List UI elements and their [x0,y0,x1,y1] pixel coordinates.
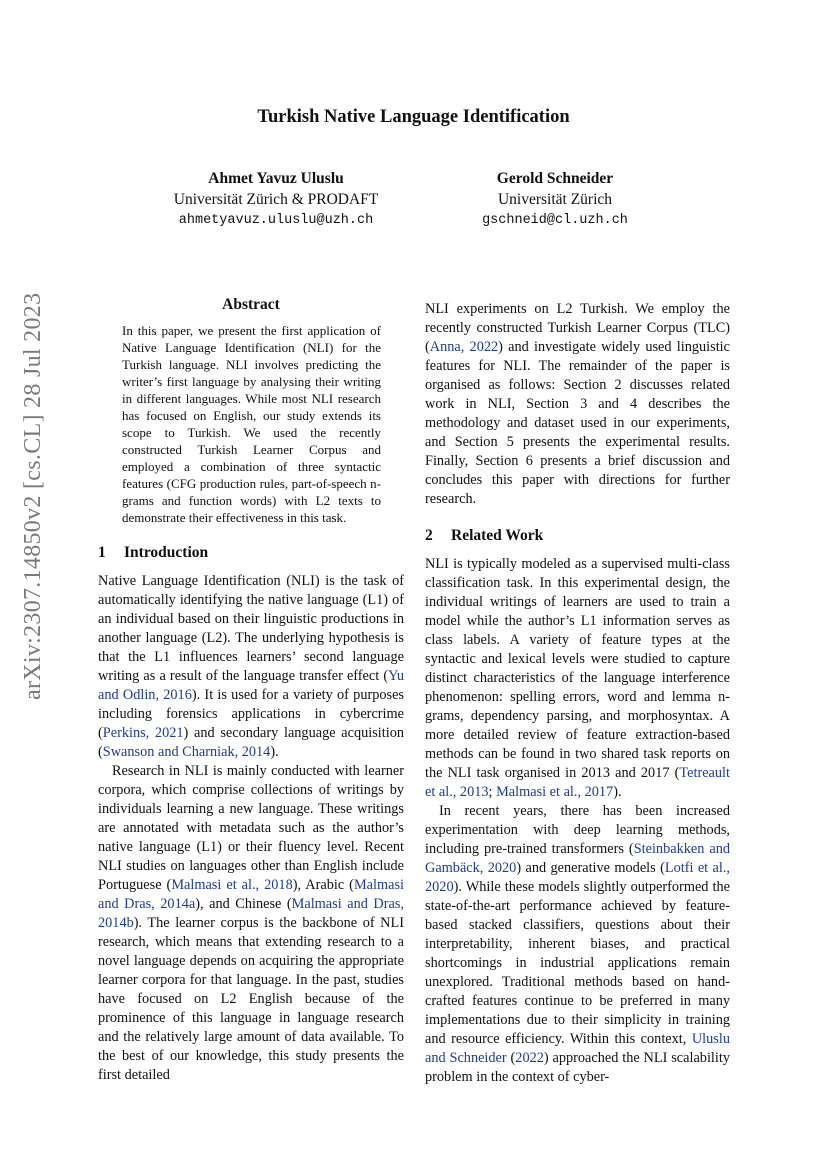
section-number: 2 [425,527,433,544]
section-number: 1 [98,544,106,561]
citation-link[interactable]: Malmasi and Dras, 2014a [98,877,404,912]
citation-link[interactable]: Tetreault et al., 2013 [425,765,730,800]
author-email: gschneid@cl.uzh.ch [482,213,628,228]
citation-link[interactable]: Yu and Odlin, 2016 [98,668,404,703]
left-column [98,296,404,1085]
citation-link[interactable]: Uluslu and Schneider [425,1031,730,1066]
right-column [425,296,730,1087]
section-heading-introduction [98,544,404,562]
citation-link[interactable]: Malmasi et al., 2017 [496,784,614,800]
author-block-2 [470,168,640,231]
citation-link[interactable]: Anna, 2022 [429,339,499,355]
citation-link[interactable]: Malmasi et al., 2018 [171,877,293,893]
abstract-text: In this paper, we present the first application of Native Language Identification (NLI) for the Turkish language. NLI involves predicting the writer’s first language by analysing their writing in different languages. While most NLI research has focused on English, our study extends its scope to Turkish. We used the recently constructed Turkish Learner Corpus and employed a combination of three syntactic features (CFG production rules, part-of-speech n-grams and function words) with L2 texts to demonstrate their effectiveness in this task. [122,323,381,525]
abstract-heading: Abstract [222,296,280,313]
arxiv-identifier: arXiv:2307.14850v2 [cs.CL] 28 Jul 2023 [20,292,46,700]
author-name: Gerold Schneider [496,170,614,187]
citation-link[interactable]: Steinbakken and Gambäck, 2020 [425,841,730,876]
author-affiliation: Universität Zürich & PRODAFT [173,191,379,208]
related-paragraph-1: NLI is typically modeled as a supervised multi-class classification task. In this experimental design, the individual writings of learners are used to train a model while the author’s L1 information serves as class labels. A variety of feature types at the syntactic and lexical levels were studied to capture distinct characteristics of the language interference phenomenon: spelling errors, word and lemma n-grams, dependency parsing, and morphosyntax. A more detailed review of feature extraction-based methods can be found in two shared task reports on the NLI task organised in 2013 and 2017 (Tetreault et al., 2013; Malmasi et al., 2017). [425,556,730,800]
intro-paragraph-1: Native Language Identification (NLI) is the task of automatically identifying the native language (L1) of an individual based on their linguistic productions in another language (L2). The underlying hypothesis is that the L1 influences learners’ second language writing as a result of the language transfer effect (Yu and Odlin, 2016). It is used for a variety of purposes including forensics applications in cybercrime (Perkins, 2021) and secondary language acquisition (Swanson and Charniak, 2014). [98,573,405,760]
citation-link[interactable]: Perkins, 2021 [102,725,184,741]
section-heading-related-work [425,527,730,545]
intro-paragraph-3: NLI experiments on L2 Turkish. We employ the recently constructed Turkish Learner Corpus (TLC) (Anna, 2022) and investigate widely used linguistic features for NLI. The remainder of the paper is organised as follows: Section 2 discusses related work in NLI, Section 3 and 4 describes the methodology and dataset used in our experiments, and Section 5 presents the experimental results. Finally, Section 6 presents a brief discussion and concludes this paper with directions for further research. [425,301,730,507]
author-name: Ahmet Yavuz Uluslu [208,170,344,187]
section-title: Introduction [124,544,209,561]
author-affiliation: Universität Zürich [497,191,613,208]
author-email: ahmetyavuz.uluslu@uzh.ch [178,213,374,228]
paper-title: Turkish Native Language Identification [257,107,570,127]
section-title: Related Work [451,527,544,544]
citation-link[interactable]: Lotfi et al., 2020 [425,860,730,895]
author-block-1 [160,168,392,231]
related-paragraph-2: In recent years, there has been increased experimentation with deep learning methods, including pre-trained transformers (Steinbakken and Gambäck, 2020) and generative models (Lotfi et al., 2020). While these models slightly outperformed the state-of-the-art performance achieved by feature-based stacked classifiers, questions about their interpretability, inherent biases, and practical shortcomings in industrial applications remain unexplored. Traditional methods based on hand-crafted features continue to be preferred in many implementations due to their simplicity in training and resource efficiency. Within this context, Uluslu and Schneider (2022) approached the NLI scalability problem in the context of cyber- [425,803,730,1085]
citation-link[interactable]: Swanson and Charniak, 2014 [102,744,271,760]
citation-link[interactable]: 2022 [515,1050,544,1066]
intro-paragraph-2: Research in NLI is mainly conducted with learner corpora, which comprise collections of writings by individuals learning a new language. These writings are annotated with metadata such as the author’s native language (L1) or their fluency level. Recent NLI studies on languages other than English include Portuguese (Malmasi et al., 2018), Arabic (Malmasi and Dras, 2014a), and Chinese (Malmasi and Dras, 2014b). The learner corpus is the backbone of NLI research, which means that extending research to a novel language depends on acquiring the appropriate learner corpora for that language. In the past, studies have focused on L2 English because of the prominence of this language in language research and the relatively large amount of data available. To the best of our knowledge, this study presents the first detailed [98,763,404,1083]
citation-link[interactable]: Malmasi and Dras, 2014b [98,896,404,931]
